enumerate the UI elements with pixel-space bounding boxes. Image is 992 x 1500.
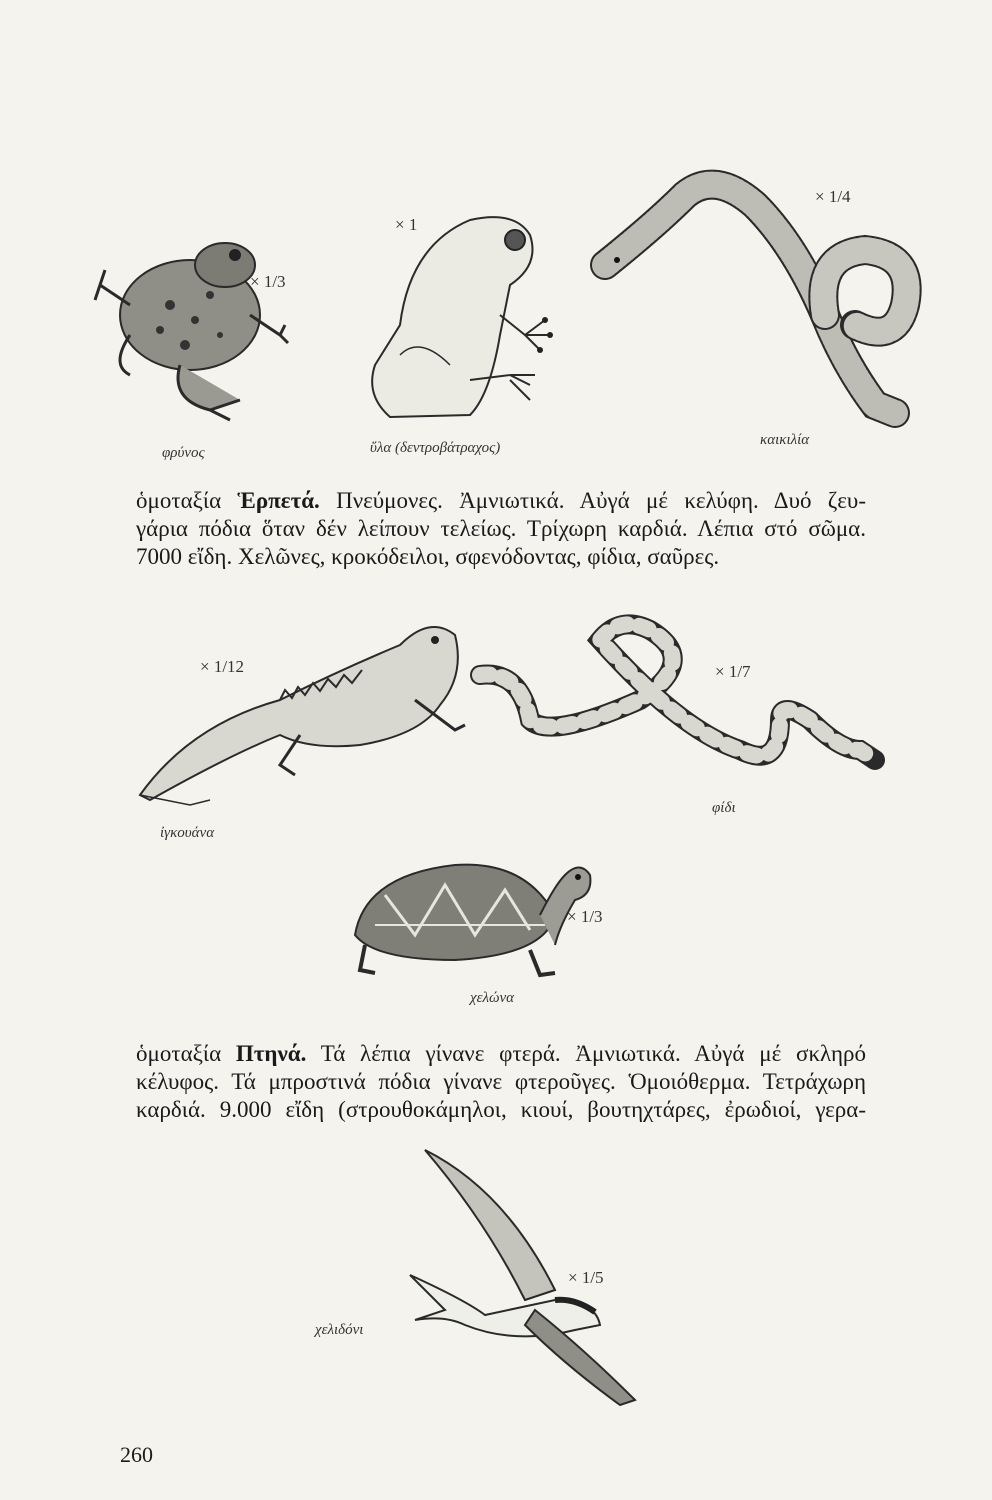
birds-paragraph <box>136 1040 866 1124</box>
toad-caption: φρύνος <box>162 445 205 461</box>
iguana-drawing <box>130 595 475 825</box>
reptiles-line-1-text: Πνεύμονες. Ἀμνιωτικά. Αὐγά μέ κελύφη. Δυό ζευ- <box>319 488 866 513</box>
reptiles-paragraph <box>136 487 866 571</box>
swallow-drawing <box>405 1150 665 1410</box>
iguana-illustration <box>130 595 475 825</box>
reptiles-class-name: Ἑρπετά. <box>237 488 320 513</box>
birds-line-1-text: Τά λέπια γίνανε φτερά. Ἀμνιωτικά. Αὐγά μέ σκληρό <box>306 1041 866 1066</box>
toad-drawing <box>90 225 310 425</box>
reptiles-line-3: 7000 εἴδη. Χελῶνες, κροκόδειλοι, σφενόδοντας, φίδια, σαῦρες. <box>136 544 720 569</box>
swallow-caption: χελιδόνι <box>315 1322 364 1338</box>
tree-frog-scale: × 1 <box>395 215 418 234</box>
swallow-illustration <box>405 1150 665 1410</box>
birds-line-3: καρδιά. 9.000 εἴδη (στρουθοκάμηλοι, κιουί, βουτηχτάρες, ἐρωδιοί, γερα- <box>136 1097 866 1122</box>
toad-illustration <box>90 225 310 425</box>
snake-scale: × 1/7 <box>715 662 751 681</box>
swallow-scale: × 1/5 <box>568 1268 604 1287</box>
birds-line-2: κέλυφος. Τά μπροστινά πόδια γίνανε φτεροῦγες. Ὁμοιόθερμα. Τετράχωρη <box>136 1069 866 1094</box>
birds-line-1 <box>136 1040 866 1068</box>
caecilian-drawing <box>595 165 935 420</box>
birds-class-name: Πτηνά. <box>235 1041 307 1066</box>
turtle-caption: χελώνα <box>470 990 515 1006</box>
tree-frog-drawing <box>350 205 570 430</box>
snake-drawing <box>480 610 880 800</box>
turtle-illustration <box>345 855 635 985</box>
snake-illustration <box>480 610 880 800</box>
caecilian-illustration <box>595 165 935 420</box>
iguana-scale: × 1/12 <box>200 657 245 676</box>
toad-scale: × 1/3 <box>250 272 286 291</box>
birds-class-label: ὁμοταξία <box>136 1041 236 1066</box>
reptiles-line-1 <box>136 487 866 515</box>
tree-frog-illustration <box>350 205 570 430</box>
turtle-scale: × 1/3 <box>567 907 603 926</box>
reptiles-class-label: ὁμοταξία <box>136 488 238 513</box>
iguana-caption: ἰγκουάνα <box>160 825 215 841</box>
caecilian-scale: × 1/4 <box>815 187 851 206</box>
tree-frog-caption: ὕλα (δεντροβάτραχος) <box>370 440 501 456</box>
caecilian-caption: καικιλία <box>760 432 810 448</box>
page-number: 260 <box>120 1442 153 1467</box>
snake-caption: φίδι <box>712 800 736 816</box>
reptiles-line-2: γάρια πόδια ὅταν δέν λείπουν τελείως. Τρίχωρη καρδιά. Λέπια στό σῶμα. <box>136 516 866 541</box>
